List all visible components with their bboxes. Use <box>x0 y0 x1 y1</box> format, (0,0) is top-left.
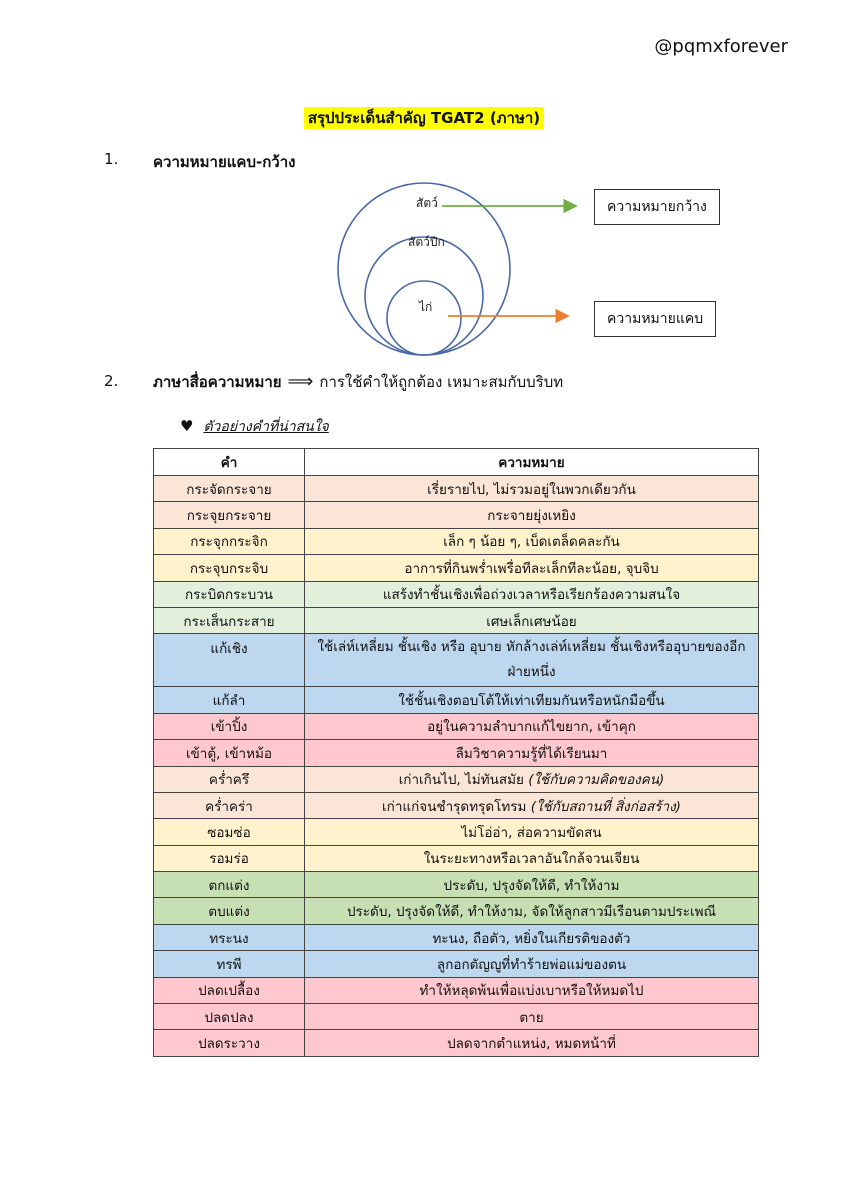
examples-heading-text: ตัวอย่างคำที่น่าสนใจ <box>203 419 329 435</box>
header-word: คำ <box>154 449 305 476</box>
meaning-cell <box>305 792 759 818</box>
table-row <box>154 766 759 792</box>
word-cell: ตกแต่ง <box>154 872 305 898</box>
meaning-text: แสร้งทำชั้นเชิงเพื่อถ่วงเวลาหรือเรียกร้องความสนใจ <box>382 587 681 604</box>
meaning-cell <box>305 740 759 766</box>
meaning-cell <box>305 977 759 1003</box>
table-row <box>154 845 759 871</box>
meaning-text: ตาย <box>519 1009 544 1026</box>
inner-circle-label: ไก่ <box>419 300 433 314</box>
meaning-text: ลืมวิชาความรู้ที่ได้เรียนมา <box>455 745 608 762</box>
meaning-text: ไม่โอ่อ่า, ส่อความขัดสน <box>461 824 602 841</box>
table-row <box>154 1004 759 1030</box>
meaning-text: ทำให้หลุดพ้นเพื่อแบ่งเบาหรือให้หมดไป <box>419 983 644 1000</box>
meaning-cell <box>305 1030 759 1056</box>
meaning-cell <box>305 555 759 581</box>
meaning-text: เล็ก ๆ น้อย ๆ, เบ็ดเตล็ดคละกัน <box>443 534 620 551</box>
table-row <box>154 634 759 687</box>
word-cell: ปลดเปลื้อง <box>154 977 305 1003</box>
meaning-cell <box>305 898 759 924</box>
table-row <box>154 872 759 898</box>
word-cell: ปลดระวาง <box>154 1030 305 1056</box>
word-cell: แก้เชิง <box>154 634 305 687</box>
word-cell: รอมร่อ <box>154 845 305 871</box>
table-row <box>154 898 759 924</box>
meaning-text: ปลดจากตำแหน่ง, หมดหน้าที่ <box>447 1036 616 1053</box>
meaning-cell <box>305 528 759 554</box>
heart-icon: ♥ <box>180 417 194 435</box>
table-row <box>154 792 759 818</box>
table-row <box>154 476 759 502</box>
section-1-number: 1. <box>104 150 119 168</box>
table-row <box>154 581 759 607</box>
word-cell: แก้ลำ <box>154 687 305 713</box>
table-row <box>154 687 759 713</box>
outer-circle-label: สัตว์ <box>416 196 438 210</box>
middle-circle <box>365 237 483 355</box>
inner-circle <box>387 281 461 355</box>
meaning-cell <box>305 845 759 871</box>
meaning-text: กระจายยุ่งเหยิง <box>487 508 576 525</box>
section-2-heading <box>153 370 563 394</box>
meaning-text: ลูกอกตัญญูที่ทำร้ายพ่อแม่ของตน <box>436 956 627 973</box>
meaning-cell <box>305 687 759 713</box>
section-2-title: ภาษาสื่อความหมาย <box>153 373 282 391</box>
wide-meaning-box: ความหมายกว้าง <box>594 189 720 225</box>
table-header-row <box>154 449 759 476</box>
meaning-text: ประดับ, ปรุงจัดให้ดี, ทำให้งาม <box>443 877 620 894</box>
word-cell: กระบิดกระบวน <box>154 581 305 607</box>
word-cell: กระเส็นกระสาย <box>154 607 305 633</box>
word-cell: กระจุยกระจาย <box>154 502 305 528</box>
table-row <box>154 528 759 554</box>
meaning-cell <box>305 819 759 845</box>
meaning-text: เก่าเกินไป, ไม่ทันสมัย <box>398 772 524 789</box>
word-cell: คร่ำครึ <box>154 766 305 792</box>
word-cell: ทรพี <box>154 951 305 977</box>
table-row <box>154 951 759 977</box>
author-handle: @pqmxforever <box>654 36 788 57</box>
meaning-text: อาการที่กินพร่ำเพรื่อทีละเล็กทีละน้อย, จุบจิบ <box>404 560 659 577</box>
meaning-text: เรี่ยรายไป, ไม่รวมอยู่ในพวกเดียวกัน <box>427 481 636 498</box>
meaning-cell <box>305 1004 759 1030</box>
table-row <box>154 502 759 528</box>
examples-heading <box>180 416 329 438</box>
usage-note: (ใช้กับสถานที่ สิ่งก่อสร้าง) <box>530 798 681 815</box>
table-row <box>154 555 759 581</box>
meaning-text: อยู่ในความลำบากแก้ไขยาก, เข้าคุก <box>427 719 636 736</box>
meaning-cell <box>305 634 759 687</box>
meaning-text: ใช้ชั้นเชิงตอบโต้ให้เท่าเทียมกันหรือหนักมือขึ้น <box>398 693 665 710</box>
meaning-cell <box>305 502 759 528</box>
table-row <box>154 977 759 1003</box>
meaning-text: ในระยะทางหรือเวลาอันใกล้จวนเจียน <box>423 851 640 868</box>
narrow-meaning-box: ความหมายแคบ <box>594 301 716 337</box>
word-cell: เข้าปิ้ง <box>154 713 305 739</box>
meaning-cell <box>305 951 759 977</box>
meaning-cell <box>305 924 759 950</box>
meaning-text: เศษเล็กเศษน้อย <box>486 613 577 630</box>
title-wrap <box>0 106 848 130</box>
meaning-cell <box>305 581 759 607</box>
word-cell: กระจุบกระจิบ <box>154 555 305 581</box>
meaning-text: ทะนง, ถือตัว, หยิ่งในเกียรติของตัว <box>432 930 631 947</box>
meaning-cell <box>305 713 759 739</box>
word-cell: ซอมซ่อ <box>154 819 305 845</box>
word-cell: ตบแต่ง <box>154 898 305 924</box>
word-cell: ปลดปลง <box>154 1004 305 1030</box>
header-meaning: ความหมาย <box>305 449 759 476</box>
meaning-cell <box>305 766 759 792</box>
usage-note: (ใช้กับความคิดของคน) <box>528 772 665 789</box>
meaning-cell <box>305 607 759 633</box>
meaning-diagram <box>330 170 750 370</box>
meaning-cell <box>305 872 759 898</box>
meaning-text: ใช้เล่ห์เหลี่ยม ชั้นเชิง หรือ อุบาย หักล้างเล่ห์เหลี่ยม ชั้นเชิงหรืออุบายของอีกฝ่ายหนึ่ง <box>317 639 746 681</box>
double-arrow-right-icon: ⟹ <box>287 371 314 392</box>
word-cell: กระจัดกระจาย <box>154 476 305 502</box>
table-row <box>154 1030 759 1056</box>
meaning-text: เก่าแก่จนชำรุดทรุดโทรม <box>382 798 527 815</box>
table-body <box>154 476 759 1057</box>
meaning-text: ประดับ, ปรุงจัดให้ดี, ทำให้งาม, จัดให้ลูกสาวมีเรือนตามประเพณี <box>346 904 716 921</box>
word-cell: ทระนง <box>154 924 305 950</box>
section-2-number: 2. <box>104 372 119 390</box>
word-table <box>153 448 759 1057</box>
table-row <box>154 819 759 845</box>
page-title: สรุปประเด็นสำคัญ TGAT2 (ภาษา) <box>304 107 544 129</box>
table-row <box>154 713 759 739</box>
word-cell: เข้าตู้, เข้าหม้อ <box>154 740 305 766</box>
table-row <box>154 924 759 950</box>
middle-circle-label: สัตว์ปีก <box>408 235 445 249</box>
section-1-title: ความหมายแคบ-กว้าง <box>153 153 296 171</box>
word-cell: คร่ำคร่า <box>154 792 305 818</box>
meaning-cell <box>305 476 759 502</box>
section-2-description: การใช้คำให้ถูกต้อง เหมาะสมกับบริบท <box>319 373 564 391</box>
word-cell: กระจุกกระจิก <box>154 528 305 554</box>
table-row <box>154 607 759 633</box>
table-row <box>154 740 759 766</box>
